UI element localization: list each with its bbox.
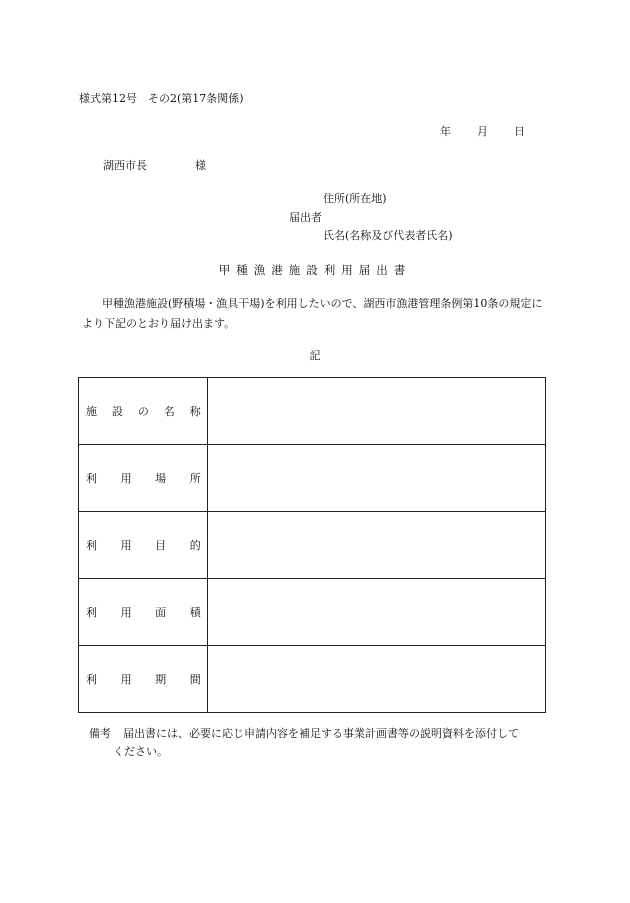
- row-value-field[interactable]: [207, 646, 545, 713]
- row-label-cell: [79, 445, 208, 512]
- row-label: [79, 470, 207, 486]
- row-label-char: 称: [189, 405, 201, 418]
- table-row: [79, 512, 546, 579]
- row-label-char: 期: [155, 673, 167, 686]
- document-title: 甲種漁港施設利用届出書: [218, 263, 412, 277]
- remarks-heading: 備考: [89, 727, 111, 740]
- addressee: [103, 157, 206, 173]
- name-label: 氏名(名称及び代表者氏名): [323, 229, 453, 242]
- row-label: [79, 537, 207, 553]
- row-value-field[interactable]: [207, 579, 545, 646]
- honorific: 様: [195, 159, 206, 172]
- row-value-field[interactable]: [207, 445, 545, 512]
- row-label-char: 面: [155, 606, 167, 619]
- date-month: 月: [477, 125, 488, 138]
- row-label-char: 利: [86, 606, 97, 619]
- row-label-cell: [79, 512, 208, 579]
- table-row: [79, 445, 546, 512]
- row-label-char: 場: [155, 472, 167, 485]
- remarks-line2: ください。: [113, 745, 168, 758]
- row-label: [79, 604, 207, 620]
- row-label: [79, 671, 207, 687]
- row-label-char: の: [137, 405, 149, 418]
- table-row: [79, 378, 546, 445]
- row-label-char: 用: [120, 472, 132, 485]
- date-year: 年: [440, 125, 451, 138]
- date-line: [440, 123, 525, 139]
- row-label-char: 用: [120, 606, 132, 619]
- row-label-char: 用: [120, 539, 132, 552]
- row-value-field[interactable]: [207, 378, 545, 445]
- row-value-field[interactable]: [207, 512, 545, 579]
- row-label-char: 利: [86, 539, 97, 552]
- row-label-char: 利: [86, 472, 97, 485]
- row-label-char: 目: [155, 539, 167, 552]
- row-label-cell: [79, 378, 208, 445]
- ki-heading: 記: [309, 349, 321, 362]
- row-label: [79, 403, 207, 419]
- body-text: 甲種漁港施設(野積場・漁具干場)を利用したいので、湖西市漁港管理条例第10条の規定により下記のとおり届け出ます。: [82, 297, 543, 330]
- row-label-char: 利: [86, 673, 97, 686]
- remarks: [89, 725, 559, 761]
- row-label-cell: [79, 579, 208, 646]
- row-label-char: 用: [120, 673, 132, 686]
- date-day: 日: [514, 125, 525, 138]
- row-label-char: 施: [86, 405, 97, 418]
- application-table: [78, 377, 546, 713]
- row-label-char: 名: [163, 405, 175, 418]
- row-label-char: 積: [189, 606, 201, 619]
- addressee-name: 湖西市長: [103, 159, 147, 172]
- row-label-cell: [79, 646, 208, 713]
- table-row: [79, 646, 546, 713]
- table-row: [79, 579, 546, 646]
- row-label-char: 間: [189, 673, 201, 686]
- form-number: 様式第12号 その2(第17条関係): [79, 92, 244, 105]
- row-label-char: 設: [111, 405, 123, 418]
- applicant-label: 届出者: [289, 211, 322, 224]
- address-label: 住所(所在地): [323, 192, 387, 205]
- row-label-char: 的: [189, 539, 201, 552]
- remarks-line1: 届出書には、必要に応じ申請内容を補足する事業計画書等の説明資料を添付して: [123, 727, 519, 740]
- row-label-char: 所: [189, 472, 201, 485]
